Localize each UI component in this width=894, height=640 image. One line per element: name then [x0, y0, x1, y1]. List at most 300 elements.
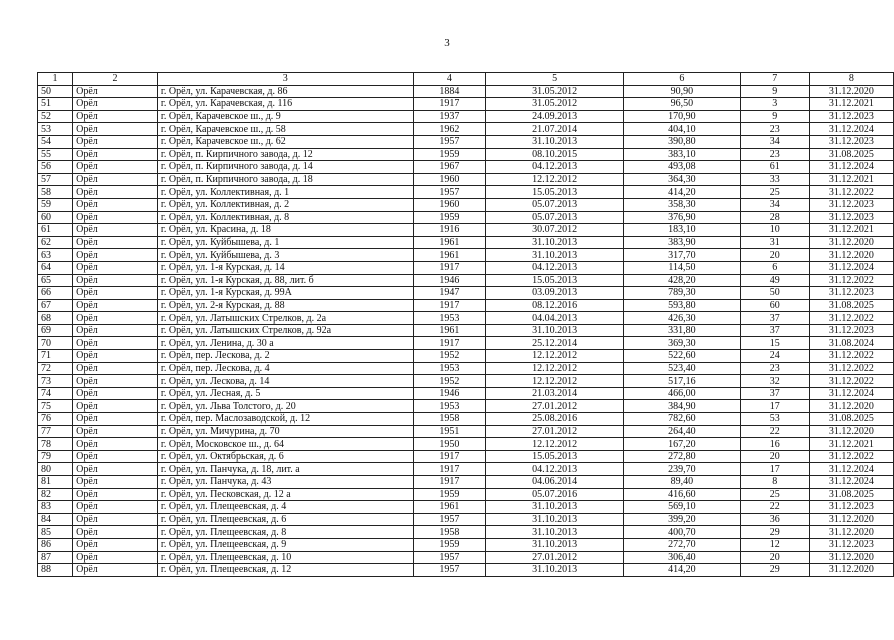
area-cell: 89,40 [624, 476, 741, 489]
row-number-cell: 54 [38, 135, 73, 148]
row-number-cell: 87 [38, 551, 73, 564]
row-number-cell: 71 [38, 350, 73, 363]
date-cell: 31.10.2013 [486, 513, 624, 526]
city-cell: Орёл [73, 211, 158, 224]
row-number-cell: 77 [38, 425, 73, 438]
address-cell: г. Орёл, п. Кирпичного завода, д. 12 [157, 148, 413, 161]
date-cell: 08.10.2015 [486, 148, 624, 161]
year-built-cell: 1961 [413, 249, 486, 262]
table-row [38, 551, 894, 564]
residents-cell: 25 [740, 186, 809, 199]
city-cell: Орёл [73, 501, 158, 514]
table-row [38, 438, 894, 451]
city-cell: Орёл [73, 476, 158, 489]
area-cell: 272,80 [624, 450, 741, 463]
city-cell: Орёл [73, 362, 158, 375]
date-cell: 31.10.2013 [486, 324, 624, 337]
year-built-cell: 1960 [413, 173, 486, 186]
address-cell: г. Орёл, ул. Латышских Стрелков, д. 2а [157, 312, 413, 325]
residents-cell: 50 [740, 287, 809, 300]
table-row [38, 110, 894, 123]
area-cell: 414,20 [624, 186, 741, 199]
address-cell: г. Орёл, ул. 1-я Курская, д. 88, лит. б [157, 274, 413, 287]
area-cell: 369,30 [624, 337, 741, 350]
deadline-cell: 31.12.2020 [809, 513, 893, 526]
date-cell: 31.05.2012 [486, 98, 624, 111]
residents-cell: 8 [740, 476, 809, 489]
area-cell: 522,60 [624, 350, 741, 363]
row-number-cell: 62 [38, 236, 73, 249]
deadline-cell: 31.12.2021 [809, 173, 893, 186]
area-cell: 493,08 [624, 161, 741, 174]
area-cell: 569,10 [624, 501, 741, 514]
city-cell: Орёл [73, 98, 158, 111]
residents-cell: 53 [740, 413, 809, 426]
area-cell: 416,60 [624, 488, 741, 501]
date-cell: 12.12.2012 [486, 438, 624, 451]
area-cell: 114,50 [624, 261, 741, 274]
area-cell: 317,70 [624, 249, 741, 262]
year-built-cell: 1959 [413, 211, 486, 224]
column-number-cell: 7 [740, 73, 809, 86]
year-built-cell: 1917 [413, 299, 486, 312]
area-cell: 358,30 [624, 198, 741, 211]
date-cell: 31.10.2013 [486, 135, 624, 148]
column-number-cell: 5 [486, 73, 624, 86]
date-cell: 12.12.2012 [486, 173, 624, 186]
table-row [38, 287, 894, 300]
residents-cell: 20 [740, 249, 809, 262]
row-number-cell: 59 [38, 198, 73, 211]
city-cell: Орёл [73, 249, 158, 262]
table-row [38, 362, 894, 375]
city-cell: Орёл [73, 173, 158, 186]
deadline-cell: 31.08.2025 [809, 488, 893, 501]
deadline-cell: 31.12.2024 [809, 161, 893, 174]
residents-cell: 10 [740, 224, 809, 237]
year-built-cell: 1917 [413, 476, 486, 489]
table-row [38, 236, 894, 249]
area-cell: 264,40 [624, 425, 741, 438]
row-number-cell: 64 [38, 261, 73, 274]
date-cell: 25.12.2014 [486, 337, 624, 350]
city-cell: Орёл [73, 148, 158, 161]
deadline-cell: 31.08.2025 [809, 299, 893, 312]
residents-cell: 60 [740, 299, 809, 312]
table-row [38, 463, 894, 476]
year-built-cell: 1967 [413, 161, 486, 174]
residents-cell: 23 [740, 362, 809, 375]
year-built-cell: 1952 [413, 350, 486, 363]
table-row [38, 123, 894, 136]
city-cell: Орёл [73, 261, 158, 274]
row-number-cell: 58 [38, 186, 73, 199]
deadline-cell: 31.08.2024 [809, 337, 893, 350]
city-cell: Орёл [73, 564, 158, 577]
table-row [38, 564, 894, 577]
row-number-cell: 53 [38, 123, 73, 136]
residents-cell: 37 [740, 387, 809, 400]
year-built-cell: 1917 [413, 337, 486, 350]
city-cell: Орёл [73, 324, 158, 337]
date-cell: 31.10.2013 [486, 526, 624, 539]
residents-cell: 16 [740, 438, 809, 451]
address-cell: г. Орёл, пер. Лескова, д. 4 [157, 362, 413, 375]
table-row [38, 413, 894, 426]
city-cell: Орёл [73, 186, 158, 199]
date-cell: 05.07.2013 [486, 211, 624, 224]
date-cell: 27.01.2012 [486, 551, 624, 564]
date-cell: 31.10.2013 [486, 249, 624, 262]
date-cell: 25.08.2016 [486, 413, 624, 426]
table-row [38, 375, 894, 388]
residents-cell: 22 [740, 425, 809, 438]
residents-cell: 34 [740, 135, 809, 148]
row-number-cell: 52 [38, 110, 73, 123]
residents-cell: 3 [740, 98, 809, 111]
deadline-cell: 31.12.2024 [809, 476, 893, 489]
column-number-cell: 3 [157, 73, 413, 86]
address-cell: г. Орёл, пер. Лескова, д. 2 [157, 350, 413, 363]
address-cell: г. Орёл, пер. Маслозаводской, д. 12 [157, 413, 413, 426]
area-cell: 376,90 [624, 211, 741, 224]
year-built-cell: 1950 [413, 438, 486, 451]
area-cell: 593,80 [624, 299, 741, 312]
deadline-cell: 31.12.2022 [809, 450, 893, 463]
year-built-cell: 1953 [413, 400, 486, 413]
city-cell: Орёл [73, 400, 158, 413]
deadline-cell: 31.12.2021 [809, 98, 893, 111]
city-cell: Орёл [73, 274, 158, 287]
date-cell: 21.07.2014 [486, 123, 624, 136]
area-cell: 523,40 [624, 362, 741, 375]
residents-cell: 61 [740, 161, 809, 174]
city-cell: Орёл [73, 413, 158, 426]
date-cell: 04.12.2013 [486, 463, 624, 476]
row-number-cell: 50 [38, 85, 73, 98]
date-cell: 04.04.2013 [486, 312, 624, 325]
deadline-cell: 31.12.2023 [809, 135, 893, 148]
city-cell: Орёл [73, 526, 158, 539]
area-cell: 239,70 [624, 463, 741, 476]
date-cell: 12.12.2012 [486, 375, 624, 388]
housing-register-table [37, 72, 894, 577]
row-number-cell: 80 [38, 463, 73, 476]
deadline-cell: 31.12.2022 [809, 362, 893, 375]
residents-cell: 34 [740, 198, 809, 211]
deadline-cell: 31.12.2023 [809, 110, 893, 123]
date-cell: 27.01.2012 [486, 425, 624, 438]
date-cell: 15.05.2013 [486, 274, 624, 287]
deadline-cell: 31.12.2022 [809, 375, 893, 388]
date-cell: 04.06.2014 [486, 476, 624, 489]
row-number-cell: 72 [38, 362, 73, 375]
address-cell: г. Орёл, Московское ш., д. 64 [157, 438, 413, 451]
residents-cell: 49 [740, 274, 809, 287]
column-number-cell: 6 [624, 73, 741, 86]
table-body [38, 73, 894, 577]
date-cell: 30.07.2012 [486, 224, 624, 237]
address-cell: г. Орёл, ул. Плещеевская, д. 6 [157, 513, 413, 526]
row-number-cell: 55 [38, 148, 73, 161]
year-built-cell: 1884 [413, 85, 486, 98]
date-cell: 31.10.2013 [486, 236, 624, 249]
area-cell: 400,70 [624, 526, 741, 539]
row-number-cell: 51 [38, 98, 73, 111]
address-cell: г. Орёл, ул. Плещеевская, д. 12 [157, 564, 413, 577]
table-row [38, 161, 894, 174]
address-cell: г. Орёл, ул. Латышских Стрелков, д. 92а [157, 324, 413, 337]
year-built-cell: 1946 [413, 274, 486, 287]
table-row [38, 249, 894, 262]
row-number-cell: 79 [38, 450, 73, 463]
deadline-cell: 31.12.2023 [809, 211, 893, 224]
table-row [38, 312, 894, 325]
residents-cell: 20 [740, 551, 809, 564]
table-row [38, 135, 894, 148]
date-cell: 12.12.2012 [486, 362, 624, 375]
date-cell: 05.07.2013 [486, 198, 624, 211]
date-cell: 03.09.2013 [486, 287, 624, 300]
address-cell: г. Орёл, ул. Лесная, д. 5 [157, 387, 413, 400]
row-number-cell: 74 [38, 387, 73, 400]
address-cell: г. Орёл, Карачевское ш., д. 58 [157, 123, 413, 136]
deadline-cell: 31.12.2020 [809, 400, 893, 413]
year-built-cell: 1953 [413, 312, 486, 325]
row-number-cell: 60 [38, 211, 73, 224]
date-cell: 04.12.2013 [486, 161, 624, 174]
city-cell: Орёл [73, 224, 158, 237]
residents-cell: 17 [740, 463, 809, 476]
table-row [38, 476, 894, 489]
address-cell: г. Орёл, ул. Плещеевская, д. 9 [157, 538, 413, 551]
deadline-cell: 31.12.2020 [809, 526, 893, 539]
address-cell: г. Орёл, ул. Плещеевская, д. 8 [157, 526, 413, 539]
row-number-cell: 82 [38, 488, 73, 501]
address-cell: г. Орёл, ул. Куйбышева, д. 3 [157, 249, 413, 262]
row-number-cell: 69 [38, 324, 73, 337]
area-cell: 272,70 [624, 538, 741, 551]
year-built-cell: 1962 [413, 123, 486, 136]
residents-cell: 37 [740, 324, 809, 337]
residents-cell: 29 [740, 526, 809, 539]
date-cell: 24.09.2013 [486, 110, 624, 123]
city-cell: Орёл [73, 538, 158, 551]
year-built-cell: 1951 [413, 425, 486, 438]
deadline-cell: 31.12.2021 [809, 224, 893, 237]
table-row [38, 425, 894, 438]
area-cell: 306,40 [624, 551, 741, 564]
date-cell: 27.01.2012 [486, 400, 624, 413]
table-row [38, 186, 894, 199]
deadline-cell: 31.12.2022 [809, 350, 893, 363]
year-built-cell: 1947 [413, 287, 486, 300]
table-row [38, 387, 894, 400]
row-number-cell: 76 [38, 413, 73, 426]
deadline-cell: 31.12.2020 [809, 551, 893, 564]
deadline-cell: 31.12.2021 [809, 438, 893, 451]
deadline-cell: 31.12.2023 [809, 538, 893, 551]
year-built-cell: 1959 [413, 488, 486, 501]
table-row [38, 224, 894, 237]
deadline-cell: 31.12.2023 [809, 287, 893, 300]
row-number-cell: 81 [38, 476, 73, 489]
table-row [38, 148, 894, 161]
city-cell: Орёл [73, 463, 158, 476]
table-row [38, 299, 894, 312]
address-cell: г. Орёл, п. Кирпичного завода, д. 18 [157, 173, 413, 186]
page-number: 3 [444, 37, 450, 49]
row-number-cell: 85 [38, 526, 73, 539]
address-cell: г. Орёл, ул. Карачевская, д. 116 [157, 98, 413, 111]
date-cell: 15.05.2013 [486, 450, 624, 463]
row-number-cell: 61 [38, 224, 73, 237]
city-cell: Орёл [73, 425, 158, 438]
deadline-cell: 31.12.2022 [809, 312, 893, 325]
residents-cell: 12 [740, 538, 809, 551]
address-cell: г. Орёл, Карачевское ш., д. 9 [157, 110, 413, 123]
city-cell: Орёл [73, 387, 158, 400]
city-cell: Орёл [73, 438, 158, 451]
city-cell: Орёл [73, 337, 158, 350]
table-row [38, 513, 894, 526]
area-cell: 167,20 [624, 438, 741, 451]
area-cell: 384,90 [624, 400, 741, 413]
column-number-cell: 1 [38, 73, 73, 86]
area-cell: 96,50 [624, 98, 741, 111]
table-row [38, 98, 894, 111]
area-cell: 428,20 [624, 274, 741, 287]
row-number-cell: 65 [38, 274, 73, 287]
table-row [38, 450, 894, 463]
year-built-cell: 1946 [413, 387, 486, 400]
area-cell: 90,90 [624, 85, 741, 98]
year-built-cell: 1957 [413, 564, 486, 577]
address-cell: г. Орёл, ул. Красина, д. 18 [157, 224, 413, 237]
area-cell: 466,00 [624, 387, 741, 400]
residents-cell: 25 [740, 488, 809, 501]
row-number-cell: 78 [38, 438, 73, 451]
column-number-cell: 2 [73, 73, 158, 86]
address-cell: г. Орёл, ул. Куйбышева, д. 1 [157, 236, 413, 249]
date-cell: 31.10.2013 [486, 564, 624, 577]
deadline-cell: 31.12.2024 [809, 261, 893, 274]
row-number-cell: 88 [38, 564, 73, 577]
table-row [38, 501, 894, 514]
area-cell: 331,80 [624, 324, 741, 337]
area-cell: 782,60 [624, 413, 741, 426]
city-cell: Орёл [73, 312, 158, 325]
year-built-cell: 1952 [413, 375, 486, 388]
date-cell: 05.07.2016 [486, 488, 624, 501]
residents-cell: 29 [740, 564, 809, 577]
city-cell: Орёл [73, 450, 158, 463]
year-built-cell: 1917 [413, 261, 486, 274]
address-cell: г. Орёл, ул. Мичурина, д. 70 [157, 425, 413, 438]
residents-cell: 9 [740, 85, 809, 98]
table-row [38, 350, 894, 363]
year-built-cell: 1917 [413, 463, 486, 476]
table-row [38, 488, 894, 501]
year-built-cell: 1961 [413, 324, 486, 337]
row-number-cell: 67 [38, 299, 73, 312]
year-built-cell: 1958 [413, 526, 486, 539]
year-built-cell: 1953 [413, 362, 486, 375]
row-number-cell: 68 [38, 312, 73, 325]
residents-cell: 6 [740, 261, 809, 274]
deadline-cell: 31.12.2024 [809, 463, 893, 476]
address-cell: г. Орёл, п. Кирпичного завода, д. 14 [157, 161, 413, 174]
date-cell: 21.03.2014 [486, 387, 624, 400]
row-number-cell: 75 [38, 400, 73, 413]
table-row [38, 324, 894, 337]
address-cell: г. Орёл, ул. Ленина, д. 30 а [157, 337, 413, 350]
residents-cell: 28 [740, 211, 809, 224]
deadline-cell: 31.08.2025 [809, 148, 893, 161]
deadline-cell: 31.12.2023 [809, 198, 893, 211]
year-built-cell: 1961 [413, 501, 486, 514]
residents-cell: 37 [740, 312, 809, 325]
residents-cell: 9 [740, 110, 809, 123]
area-cell: 383,10 [624, 148, 741, 161]
city-cell: Орёл [73, 110, 158, 123]
date-cell: 12.12.2012 [486, 350, 624, 363]
residents-cell: 22 [740, 501, 809, 514]
address-cell: г. Орёл, ул. Панчука, д. 18, лит. а [157, 463, 413, 476]
address-cell: г. Орёл, Карачевское ш., д. 62 [157, 135, 413, 148]
address-cell: г. Орёл, ул. Плещеевская, д. 4 [157, 501, 413, 514]
residents-cell: 20 [740, 450, 809, 463]
city-cell: Орёл [73, 287, 158, 300]
residents-cell: 17 [740, 400, 809, 413]
row-number-cell: 63 [38, 249, 73, 262]
address-cell: г. Орёл, ул. Плещеевская, д. 10 [157, 551, 413, 564]
deadline-cell: 31.12.2020 [809, 425, 893, 438]
deadline-cell: 31.12.2024 [809, 387, 893, 400]
table-row [38, 337, 894, 350]
column-number-row [38, 73, 894, 86]
area-cell: 399,20 [624, 513, 741, 526]
date-cell: 31.10.2013 [486, 538, 624, 551]
column-number-cell: 8 [809, 73, 893, 86]
city-cell: Орёл [73, 551, 158, 564]
deadline-cell: 31.12.2024 [809, 123, 893, 136]
row-number-cell: 84 [38, 513, 73, 526]
deadline-cell: 31.12.2020 [809, 236, 893, 249]
row-number-cell: 86 [38, 538, 73, 551]
address-cell: г. Орёл, ул. Льва Толстого, д. 20 [157, 400, 413, 413]
address-cell: г. Орёл, ул. 2-я Курская, д. 88 [157, 299, 413, 312]
table-row [38, 85, 894, 98]
row-number-cell: 66 [38, 287, 73, 300]
year-built-cell: 1959 [413, 538, 486, 551]
table-row [38, 538, 894, 551]
deadline-cell: 31.12.2023 [809, 501, 893, 514]
residents-cell: 31 [740, 236, 809, 249]
residents-cell: 36 [740, 513, 809, 526]
address-cell: г. Орёл, ул. Октябрьская, д. 6 [157, 450, 413, 463]
address-cell: г. Орёл, ул. Песковская, д. 12 а [157, 488, 413, 501]
table-row [38, 261, 894, 274]
area-cell: 390,80 [624, 135, 741, 148]
table-row [38, 198, 894, 211]
area-cell: 183,10 [624, 224, 741, 237]
date-cell: 04.12.2013 [486, 261, 624, 274]
row-number-cell: 83 [38, 501, 73, 514]
address-cell: г. Орёл, ул. 1-я Курская, д. 14 [157, 261, 413, 274]
row-number-cell: 70 [38, 337, 73, 350]
year-built-cell: 1957 [413, 551, 486, 564]
